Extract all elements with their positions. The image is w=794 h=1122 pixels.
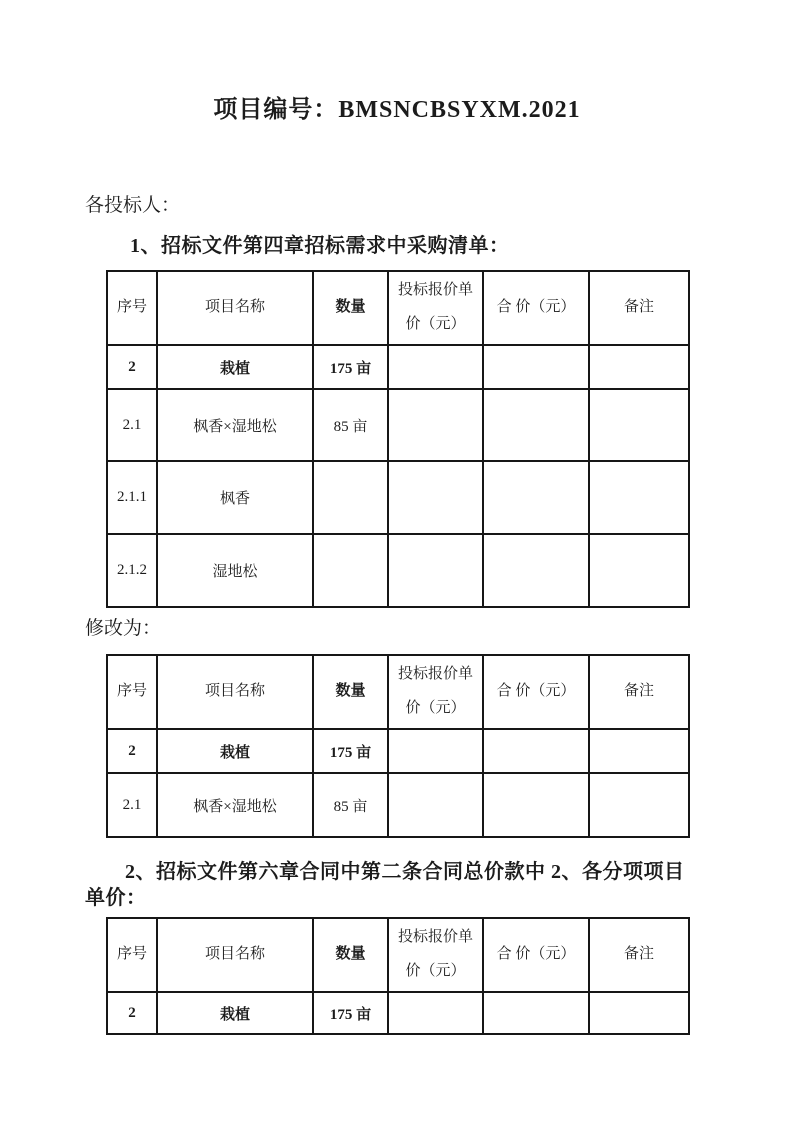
cell-remark	[589, 534, 689, 607]
cell-seq: 2	[107, 345, 157, 389]
cell-total-price	[483, 534, 589, 607]
cell-item: 枫香×湿地松	[157, 389, 313, 461]
cell-remark	[589, 773, 689, 837]
header-cell-total-price: 合 价（元）	[483, 655, 589, 729]
cell-seq: 2.1	[107, 389, 157, 461]
header-cell-unit-price: 投标报价单价（元）	[388, 271, 483, 345]
cell-unit-price	[388, 534, 483, 607]
section2-heading-line1: 2、招标文件第六章合同中第二条合同总价款中 2、各分项项目	[125, 861, 685, 883]
cell-remark	[589, 729, 689, 773]
table-row	[107, 729, 689, 773]
table-header-row	[107, 655, 689, 729]
table-header-row	[107, 918, 689, 992]
cell-total-price	[483, 992, 589, 1034]
header-cell-item: 项目名称	[157, 918, 313, 992]
header-cell-unit-price: 投标报价单价（元）	[388, 655, 483, 729]
header-cell-seq: 序号	[107, 271, 157, 345]
cell-unit-price	[388, 389, 483, 461]
cell-unit-price	[388, 773, 483, 837]
cell-total-price	[483, 773, 589, 837]
cell-unit-price	[388, 992, 483, 1034]
amendment-label: 修改为：	[85, 618, 162, 639]
cell-item: 湿地松	[157, 534, 313, 607]
header-cell-item: 项目名称	[157, 655, 313, 729]
procurement-table	[106, 270, 690, 608]
header-cell-total-price: 合 价（元）	[483, 271, 589, 345]
salutation-text: 各投标人：	[85, 195, 181, 216]
cell-qty: 85 亩	[313, 773, 388, 837]
cell-unit-price	[388, 461, 483, 534]
header-cell-item: 项目名称	[157, 271, 313, 345]
cell-remark	[589, 992, 689, 1034]
cell-qty: 175 亩	[313, 345, 388, 389]
table-row	[107, 389, 689, 461]
page-title: 项目编号：BMSNCBSYXM.2021	[213, 97, 581, 123]
header-cell-seq: 序号	[107, 918, 157, 992]
table-row	[107, 345, 689, 389]
cell-remark	[589, 345, 689, 389]
cell-seq: 2.1.2	[107, 534, 157, 607]
cell-unit-price	[388, 729, 483, 773]
header-cell-qty: 数量	[313, 655, 388, 729]
cell-total-price	[483, 461, 589, 534]
cell-total-price	[483, 729, 589, 773]
header-cell-remark: 备注	[589, 918, 689, 992]
header-cell-remark: 备注	[589, 271, 689, 345]
table-row	[107, 461, 689, 534]
cell-unit-price	[388, 345, 483, 389]
cell-qty	[313, 461, 388, 534]
section2-heading	[85, 859, 724, 911]
header-cell-qty: 数量	[313, 918, 388, 992]
cell-item: 枫香	[157, 461, 313, 534]
cell-qty: 175 亩	[313, 729, 388, 773]
cell-qty: 175 亩	[313, 992, 388, 1034]
unit-price-table	[106, 917, 690, 1035]
amended-table	[106, 654, 690, 838]
table-row	[107, 534, 689, 607]
table-row	[107, 773, 689, 837]
cell-seq: 2	[107, 729, 157, 773]
table-row	[107, 992, 689, 1034]
header-cell-remark: 备注	[589, 655, 689, 729]
cell-item: 枫香×湿地松	[157, 773, 313, 837]
header-cell-qty: 数量	[313, 271, 388, 345]
cell-remark	[589, 389, 689, 461]
cell-total-price	[483, 389, 589, 461]
cell-remark	[589, 461, 689, 534]
table-header-row	[107, 271, 689, 345]
cell-total-price	[483, 345, 589, 389]
header-cell-unit-price: 投标报价单价（元）	[388, 918, 483, 992]
cell-qty: 85 亩	[313, 389, 388, 461]
cell-item: 栽植	[157, 992, 313, 1034]
cell-seq: 2.1	[107, 773, 157, 837]
header-cell-seq: 序号	[107, 655, 157, 729]
section2-heading-line2: 单价：	[85, 887, 147, 909]
header-cell-total-price: 合 价（元）	[483, 918, 589, 992]
cell-item: 栽植	[157, 345, 313, 389]
cell-item: 栽植	[157, 729, 313, 773]
cell-seq: 2	[107, 992, 157, 1034]
section1-heading: 1、招标文件第四章招标需求中采购清单：	[130, 235, 510, 257]
cell-seq: 2.1.1	[107, 461, 157, 534]
cell-qty	[313, 534, 388, 607]
